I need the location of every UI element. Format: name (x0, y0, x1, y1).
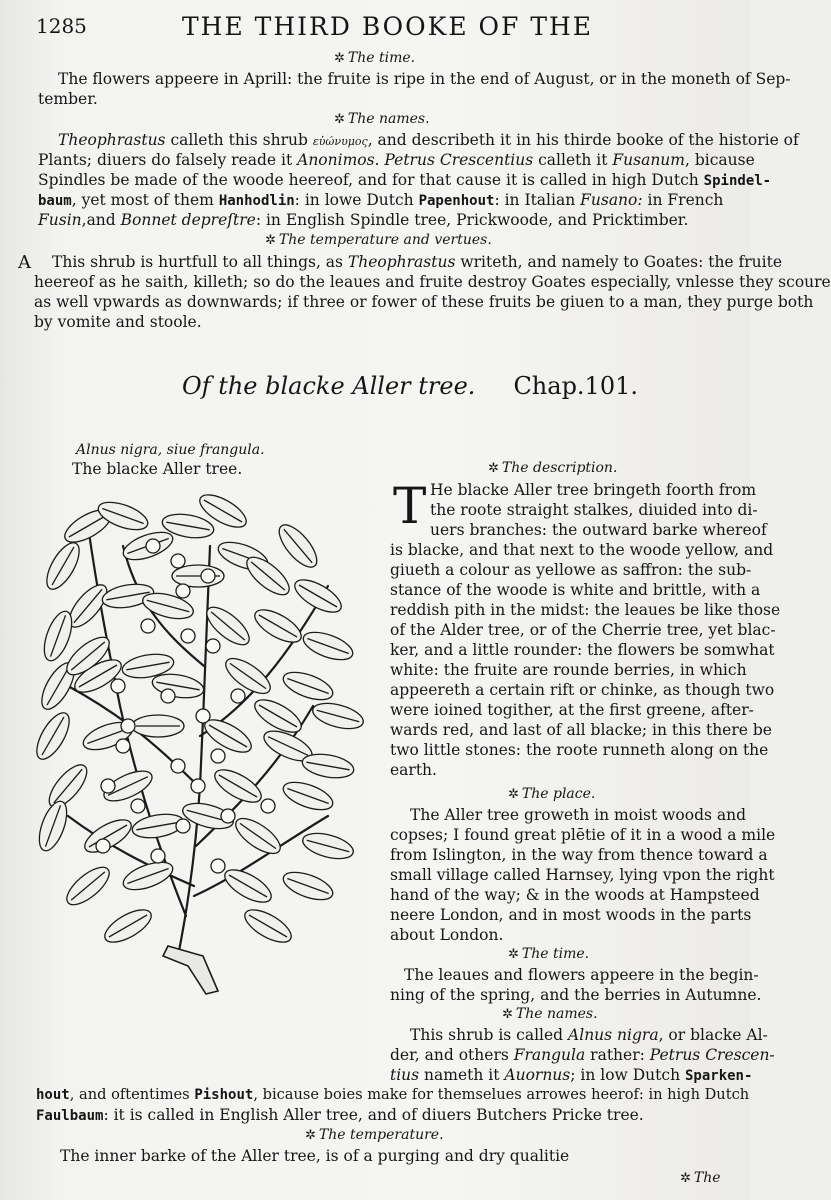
berry (176, 819, 190, 833)
section-heading-names-2: ✲ The names. (502, 1006, 598, 1022)
names-line: Fusin,and Bonnet depreſtre: in English Spindle tree, Prickwoode, and Pricktimber. (38, 211, 689, 229)
berry (171, 759, 185, 773)
asterism-icon: ✲ (334, 112, 345, 127)
aller-tree-woodcut (28, 486, 368, 998)
berry (211, 859, 225, 873)
description-line: of the Alder tree, or of the Cherrie tree, yet blac- (390, 621, 776, 639)
time-line: tember. (38, 90, 98, 108)
berry (206, 639, 220, 653)
chapter-number: Chap.101. (513, 372, 638, 400)
section-heading-description: ✲ The description. (488, 460, 618, 476)
asterism-icon: ✲ (265, 233, 276, 248)
section-heading-names: ✲ The names. (334, 111, 430, 127)
running-head: THE THIRD BOOKE OF THE (182, 12, 594, 41)
margin-letter: A (18, 252, 31, 273)
description-line: earth. (390, 761, 437, 779)
drop-cap: T (393, 477, 427, 535)
vertues-line: as well vpwards as downwards; if three or fower of these fruits be giuen to a man, they purge both (34, 293, 814, 311)
description-line: appeereth a certain rift or chinke, as though two (390, 681, 775, 699)
names2-line: hout, and oftentimes Pishout, bicause boies make for themselues arrowes heerof: in high Dutch (36, 1086, 750, 1103)
page-number: 1285 (36, 14, 87, 38)
berry (111, 679, 125, 693)
temperature-line: The inner barke of the Aller tree, is of a purging and dry qualitie (60, 1147, 570, 1165)
berry (121, 719, 135, 733)
berry (116, 739, 130, 753)
names-line: Plants; diuers do falsely reade it Anonimos. Petrus Crescentius calleth it Fusanum, bicause (38, 151, 755, 169)
berry (146, 539, 160, 553)
place-line: The Aller tree groweth in moist woods and (410, 806, 747, 824)
time2-line: ning of the spring, and the berries in Autumne. (390, 986, 762, 1004)
berry (161, 689, 175, 703)
berry (201, 569, 215, 583)
berry (211, 749, 225, 763)
description-line: wards red, and last of all blacke; in this there be (390, 721, 772, 739)
vertues-line: by vomite and stoole. (34, 313, 202, 331)
description-line: ker, and a little rounder: the flowers be somwhat (390, 641, 775, 659)
berry (141, 619, 155, 633)
description-line: stance of the woode is white and brittle, with a (390, 581, 761, 599)
catchword: ✲ The (680, 1170, 721, 1186)
asterism-icon: ✲ (502, 1007, 513, 1022)
place-line: neere London, and in most woods in the parts (390, 906, 752, 924)
asterism-icon: ✲ (334, 51, 345, 66)
place-line: hand of the way; & in the woods at Hampsteed (390, 886, 760, 904)
asterism-icon: ✲ (488, 461, 499, 476)
description-line: is blacke, and that next to the woode yellow, and (390, 541, 774, 559)
names-line: Theophrastus calleth this shrub εὐώνυμος, and describeth it in his thirde booke of the historie of (58, 131, 799, 149)
vertues-line: This shrub is hurtfull to all things, as Theophrastus writeth, and namely to Goates: the fruite (52, 253, 783, 271)
place-line: from Islington, in the way from thence toward a (390, 846, 768, 864)
berry (131, 799, 145, 813)
chapter-title: Of the blacke Aller tree. Chap.101. (182, 372, 638, 400)
place-line: copses; I found great plētie of it in a wood a mile (390, 826, 776, 844)
asterism-icon: ✲ (508, 787, 519, 802)
berry (151, 849, 165, 863)
berry (176, 584, 190, 598)
figure-caption-english: The blacke Aller tree. (72, 460, 243, 478)
berry (171, 554, 185, 568)
berry (96, 839, 110, 853)
names-line: Spindles be made of the woode heereof, and for that cause it is called in high Dutch Spindel- (38, 171, 772, 189)
section-heading-temperature: ✲ The temperature. (305, 1127, 444, 1143)
description-line: the roote straight stalkes, diuided into di- (430, 501, 758, 519)
description-line: uers branches: the outward barke whereof (430, 521, 767, 539)
place-line: about London. (390, 926, 504, 944)
berry (261, 799, 275, 813)
berry (181, 629, 195, 643)
asterism-icon: ✲ (680, 1171, 691, 1186)
section-heading-time-2: ✲ The time. (508, 946, 590, 962)
vertues-line: heereof as he saith, killeth; so do the leaues and fruite destroy Goates especially, vnlesse they scoure (34, 273, 831, 291)
berry (191, 779, 205, 793)
names2-line: This shrub is called Alnus nigra, or blacke Al- (410, 1026, 768, 1044)
place-line: small village called Harnsey, lying vpon the right (390, 866, 775, 884)
berry (101, 779, 115, 793)
description-line: white: the fruite are rounde berries, in which (390, 661, 747, 679)
names2-line: Faulbaum: it is called in English Aller tree, and of diuers Butchers Pricke tree. (36, 1106, 644, 1124)
berry (221, 809, 235, 823)
berry (196, 709, 210, 723)
root-stump (163, 946, 218, 994)
names2-line: tius nameth it Auornus; in low Dutch Sparken- (390, 1066, 753, 1084)
names-line: baum, yet most of them Hanhodlin: in lowe Dutch Papenhout: in Italian Fusano: in French (38, 191, 724, 209)
figure-caption-latin: Alnus nigra, siue frangula. (76, 442, 265, 458)
time2-line: The leaues and flowers appeere in the begin- (404, 966, 759, 984)
description-line: two little stones: the roote runneth along on the (390, 741, 769, 759)
section-heading-temperature-vertues: ✲ The temperature and vertues. (265, 232, 492, 248)
time-line: The flowers appeere in Aprill: the fruite is ripe in the end of August, or in the moneth of Sep- (58, 70, 791, 88)
description-line: reddish pith in the midst: the leaues be like those (390, 601, 781, 619)
section-heading-time: ✲ The time. (334, 50, 416, 66)
section-heading-place: ✲ The place. (508, 786, 596, 802)
description-line: giueth a colour as yellowe as saffron: the sub- (390, 561, 752, 579)
names2-line: der, and others Frangula rather: Petrus Crescen- (390, 1046, 775, 1064)
asterism-icon: ✲ (305, 1128, 316, 1143)
description-line: were ioined togither, at the first greene, after- (390, 701, 754, 719)
asterism-icon: ✲ (508, 947, 519, 962)
description-line: He blacke Aller tree bringeth foorth from (430, 481, 757, 499)
berry (231, 689, 245, 703)
